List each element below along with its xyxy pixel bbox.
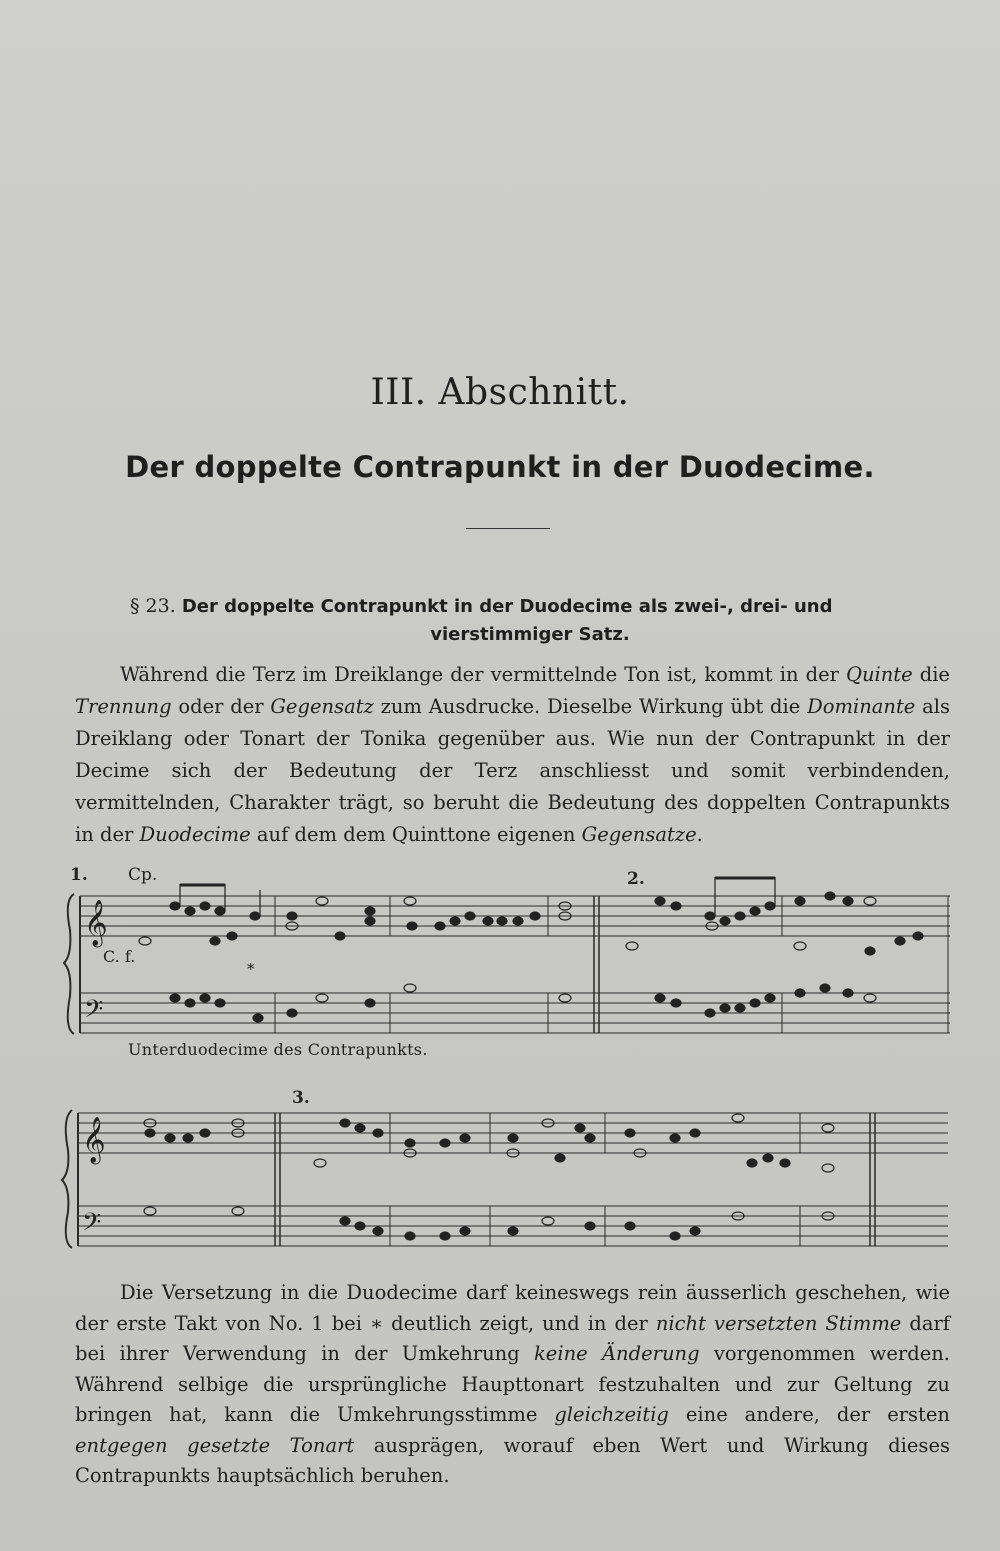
example-1-label: 1. (70, 865, 88, 885)
system-1-staves (80, 896, 950, 1033)
body-paragraph-2: Die Versetzung in die Duodecime darf keineswegs rein äusserlich geschehen, wie der erste Takt von No. 1 bei ∗ deutlich zeigt, und in der nicht versetzten Stimme darf bei ihrer Verwendung in der Umkehrung keine Änderung vorgenommen werden. Während selbige die ursprüngliche Haupttonart festzuhalten und zur Geltung zu bringen hat, kann die Umkehrungsstimme gleichzeitig eine andere, der ersten entgegen gesetzte Tonart ausprägen, worauf eben Wert und Wirkung dieses Contrapunkts hauptsächlich beruhen. (75, 1281, 950, 1487)
counterpoint-label: Cp. (128, 865, 158, 885)
brace-system-1 (64, 894, 74, 1034)
music-caption: Unterduodecime des Contrapunkts. (128, 1040, 428, 1059)
paragraph-heading-line2: vierstimmiger Satz. (430, 624, 630, 645)
system-1-notes (139, 877, 923, 1022)
treble-clef-icon: 𝄞 (84, 900, 108, 946)
paragraph-number: § 23. (130, 595, 176, 617)
chapter-title: Der doppelte Contrapunkt in der Duodecime. (125, 450, 875, 484)
treble-clef-icon: 𝄞 (82, 1117, 106, 1163)
bass-clef-icon: 𝄢 (82, 1208, 102, 1243)
paragraph-heading-line1: Der doppelte Contrapunkt in der Duodecime als zwei-, drei- und (181, 596, 833, 617)
example-2-label: 2. (627, 869, 645, 889)
section-title: III. Abschnitt. (370, 372, 630, 413)
brace-system-2 (62, 1110, 72, 1248)
body-paragraph-1: Während die Terz im Dreiklange der vermittelnde Ton ist, kommt in der Quinte die Trennung oder der Gegensatz zum Ausdrucke. Dieselbe Wirkung übt die Dominante als Dreiklang oder Tonart der Tonika gegenüber aus. Wie nun der Contrapunkt in der Decime sich der Bedeutung der Terz anschliesst und somit verbindenden, vermittelnden, Charakter trägt, so beruht die Bedeutung des doppelten Contrapunkts in der Duodecime auf dem dem Quinttone eigenen Gegensatze. (75, 663, 950, 846)
cantus-firmus-label: C. f. (103, 947, 136, 966)
bass-clef-icon: 𝄢 (84, 995, 104, 1030)
asterisk-mark: * (247, 960, 255, 978)
example-3-label: 3. (292, 1088, 310, 1108)
